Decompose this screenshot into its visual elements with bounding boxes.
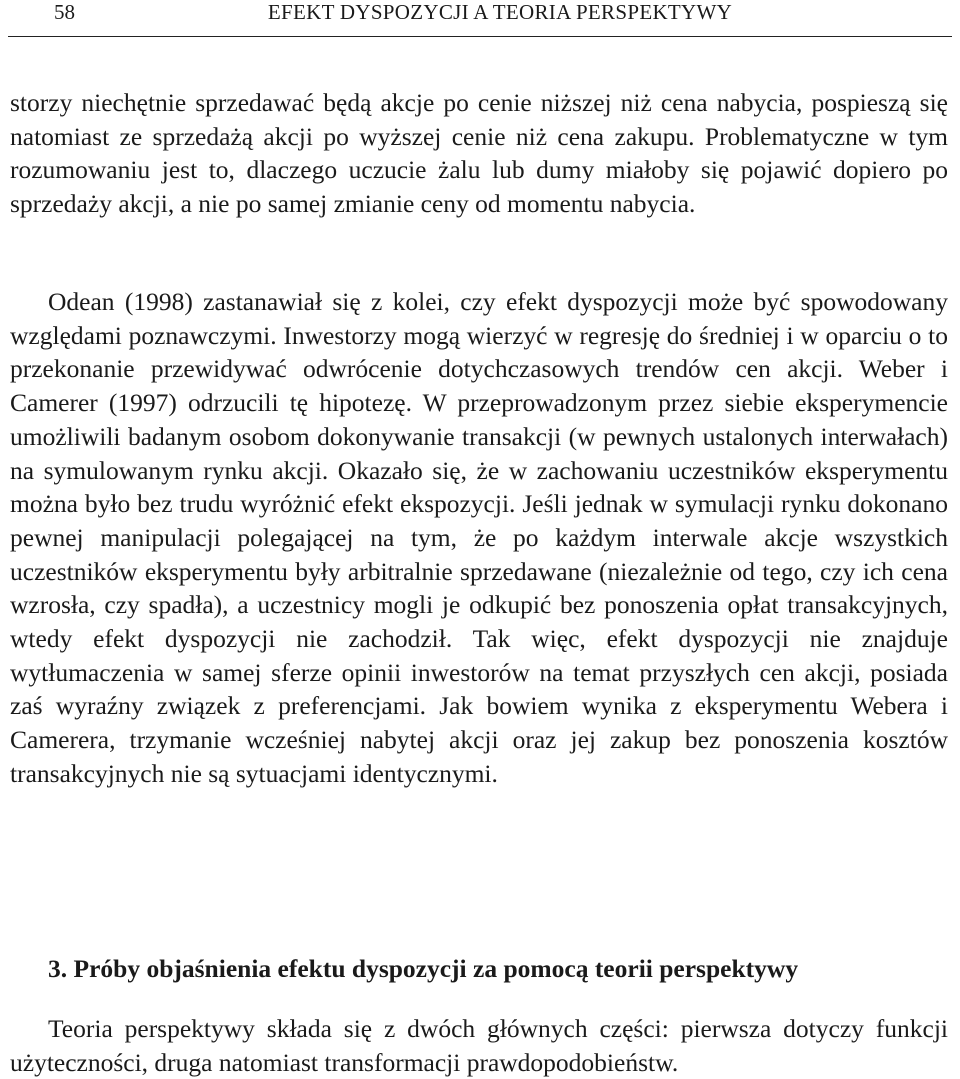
running-title: EFEKT DYSPOZYCJI A TEORIA PERSPEKTYWY xyxy=(267,0,733,24)
running-header xyxy=(8,0,952,37)
section-heading: 3. Próby objaśnienia efektu dyspozycji za pomocą teorii perspektywy xyxy=(48,954,799,983)
paragraph-section-intro xyxy=(10,1012,948,1079)
paragraph-continuation xyxy=(10,86,948,221)
page-number: 58 xyxy=(54,0,75,24)
paragraph-text: Odean (1998) zastanawiał się z kolei, czy efekt dyspozycji może być spowodowany względami poznawczymi. Inwestorzy mogą wierzyć w regresję do średniej i w oparciu o to przekonanie przewidywać odwrócenie dotychczasowych trendów cen akcji. Weber i Camerer (1997) odrzucili tę hipotezę. W przeprowadzonym przez siebie eksperymencie umożliwili badanym osobom dokonywanie transakcji (w pewnych ustalonych interwałach) na symulowanym rynku akcji. Okazało się, że w zachowaniu uczestników eksperymentu można było bez trudu wyróżnić efekt ekspozycji. Jeśli jednak w symulacji rynku dokonano pewnej manipulacji polegającej na tym, że po każdym interwale akcje wszystkich uczestników eksperymentu były arbitralnie sprzedawane (niezależnie od tego, czy ich cena wzrosła, czy spadła), a uczestnicy mogli je odkupić bez ponoszenia opłat transakcyjnych, wtedy efekt dyspozycji nie zachodził. Tak więc, efekt dyspozycji nie znajduje wytłumaczenia w samej sferze opinii inwestorów na temat przyszłych cen akcji, posiada zaś wyraźny związek z preferencjami. Jak bowiem wynika z eksperymentu Webera i Camerera, trzymanie wcześniej nabytej akcji oraz jej zakup bez ponoszenia kosztów transakcyjnych nie są sytuacjami identycznymi. xyxy=(10,287,948,788)
paragraph-text: storzy niechętnie sprzedawać będą akcje po cenie niższej niż cena nabycia, pospieszą się natomiast ze sprzedażą akcji po wyższej cenie niż cena zakupu. Problematyczne w tym rozumowaniu jest to, dlaczego uczucie żalu lub dumy miałoby się pojawić dopiero po sprzedaży akcji, a nie po samej zmianie ceny od momentu nabycia. xyxy=(10,88,948,219)
paragraph-odean xyxy=(10,285,948,791)
paragraph-text: Teoria perspektywy składa się z dwóch głównych części: pierwsza dotyczy funkcji użyteczności, druga natomiast transformacji prawdopodobieństw. xyxy=(10,1014,948,1077)
